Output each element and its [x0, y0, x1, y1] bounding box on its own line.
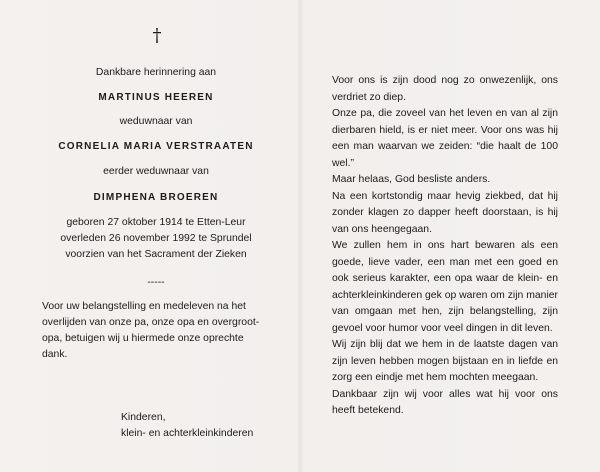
- paragraph: Dankbaar zijn wij voor alles wat hij voor ons heeft betekend.: [332, 388, 558, 416]
- signature-block: [121, 410, 253, 442]
- deceased-name: MARTINUS HEEREN: [98, 92, 214, 103]
- death-line: overleden 26 november 1992 te Sprundel: [60, 233, 252, 244]
- thanks-line: dank.: [42, 349, 68, 360]
- left-panel: [42, 26, 270, 363]
- thanks-line: overlijden van onze pa, onze opa en overgroot-: [42, 317, 260, 328]
- paragraph: Onze pa, die zoveel van het leven en van al zijn dierbaren hield, is er niet meer. Voor ons was hij een man waarvan we zeiden: “die haalt de 100 wel.”: [332, 108, 558, 169]
- paragraph: We zullen hem in ons hart bewaren als een goede, lieve vader, een man met een goed en ook serieus karakter, een opa waar de klein- en achterkleinkinderen gek op waren om zijn manier van omgaan met hen, zijn belangstelling, zijn gevoel voor humor voor veel dingen in dit leven.: [332, 240, 558, 334]
- signature-line: klein- en achterkleinkinderen: [121, 428, 254, 439]
- earlier-widower-text: eerder weduwnaar van: [103, 166, 209, 177]
- first-spouse-name: DIMPHENA BROEREN: [93, 192, 219, 203]
- paragraph: Na een kortstondig maar hevig ziekbed, dat hij zonder klagen zo dapper heeft doorstaan, is hij van ons heengegaan.: [332, 190, 558, 235]
- cross-icon: †: [152, 25, 162, 46]
- intro-text: Dankbare herinnering aan: [95, 67, 217, 78]
- thanks-line: opa, betuigen wij u hiermede onze oprechte: [42, 333, 244, 344]
- spouse-name: CORNELIA MARIA VERSTRAATEN: [58, 141, 254, 152]
- widower-of-text: weduwnaar van: [119, 116, 193, 127]
- right-panel: [332, 73, 558, 420]
- sacrament-line: voorzien van het Sacrament der Zieken: [65, 249, 247, 260]
- paragraph: Wij zijn blij dat we hem in de laatste dagen van zijn leven hebben mogen bijstaan en in liefde en zorg een eindje met hem mochten meegaan.: [332, 339, 558, 383]
- separator: -----: [147, 277, 165, 288]
- paragraph: Voor ons is zijn dood nog zo onwezenlijk, ons verdriet zo diep.: [332, 75, 558, 103]
- signature-line: Kinderen,: [121, 412, 166, 423]
- birth-line: geboren 27 oktober 1914 te Etten-Leur: [66, 217, 246, 228]
- thanks-line: Voor uw belangstelling en medeleven na het: [42, 301, 246, 312]
- paragraph: Maar helaas, God besliste anders.: [332, 174, 491, 185]
